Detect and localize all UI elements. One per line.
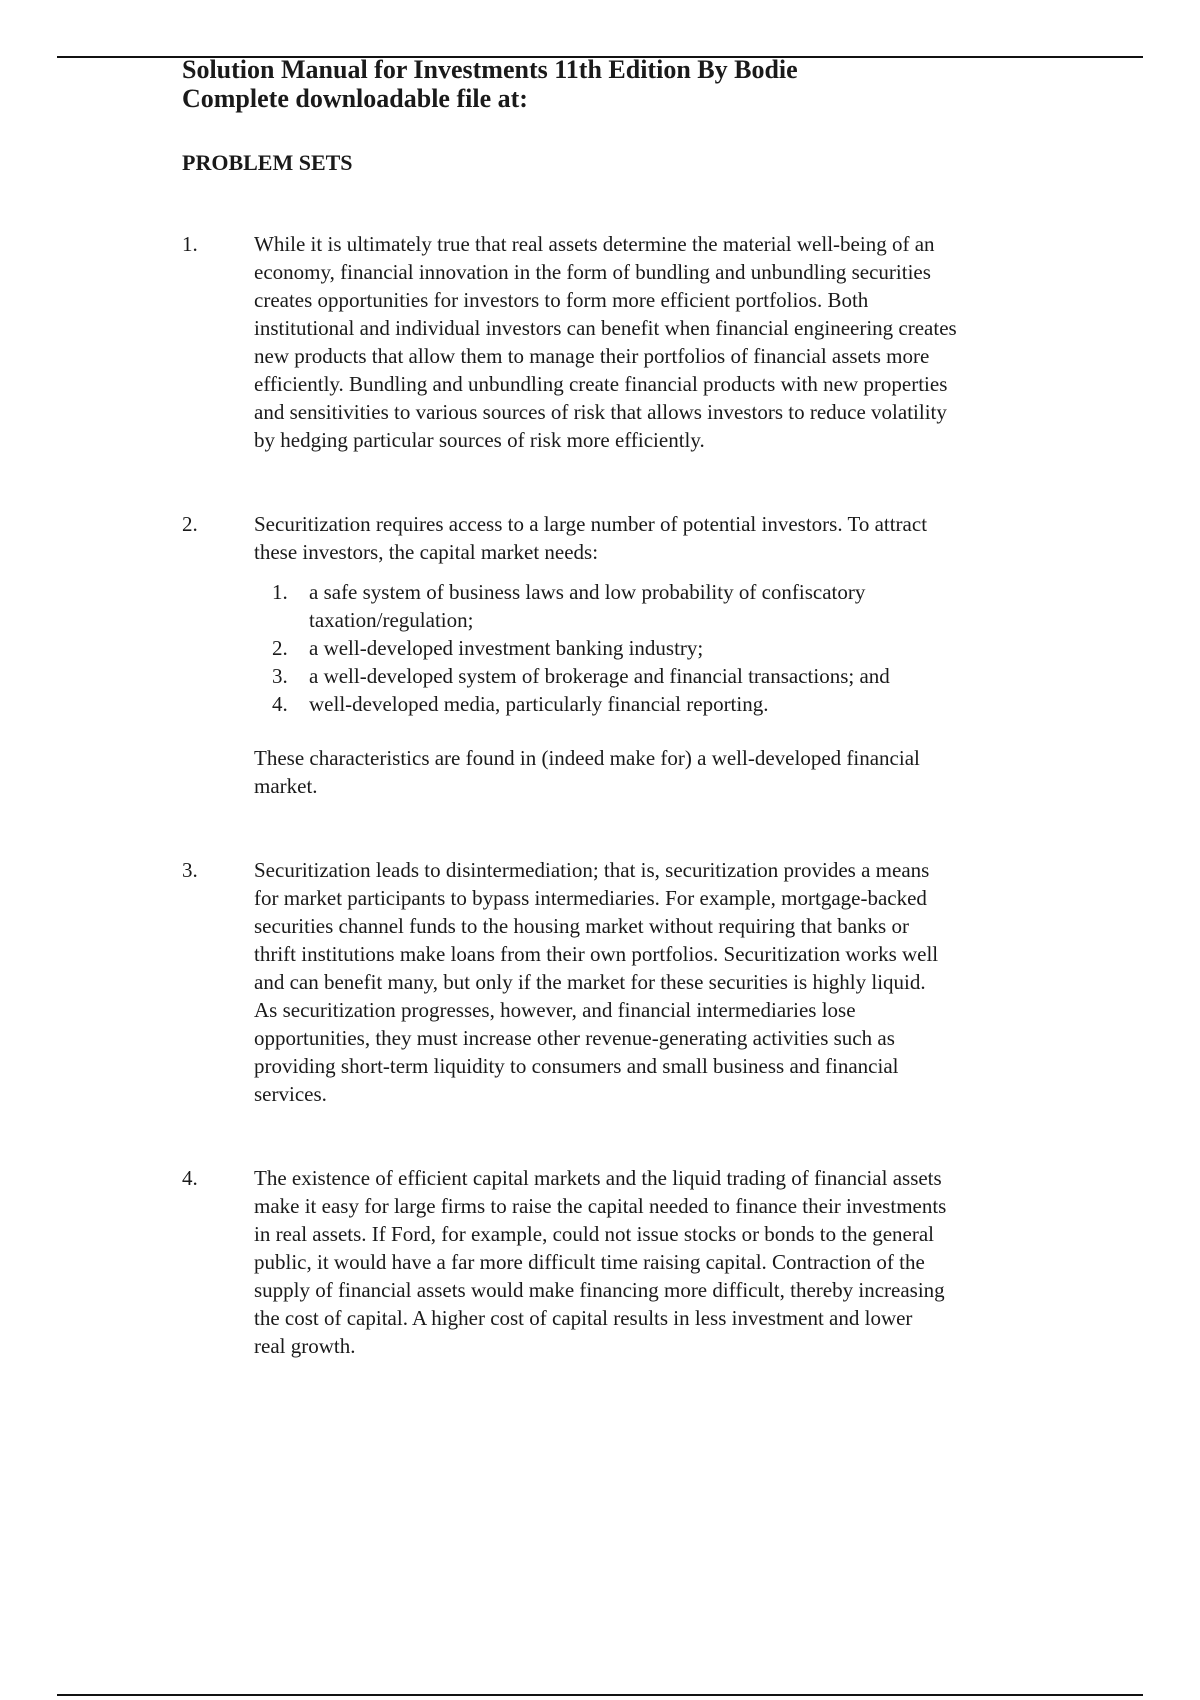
text-line: securities channel funds to the housing market without requiring that banks or — [254, 914, 909, 938]
problem-paragraph — [254, 856, 1200, 1108]
list-item-index: 4. — [272, 692, 288, 716]
text-line: providing short-term liquidity to consumers and small business and financial — [254, 1054, 899, 1078]
text-line: real growth. — [254, 1334, 356, 1358]
problem-number: 3. — [182, 858, 198, 882]
list-item — [254, 662, 1200, 690]
document-title-line-1: Solution Manual for Investments 11th Edition By Bodie — [182, 55, 798, 84]
list-item-index: 2. — [272, 636, 288, 660]
list-item — [254, 578, 1200, 634]
text-line: supply of financial assets would make financing more difficult, thereby increasing — [254, 1278, 945, 1302]
text-line: efficiently. Bundling and unbundling create financial products with new properties — [254, 372, 948, 396]
text-line: creates opportunities for investors to form more efficient portfolios. Both — [254, 288, 869, 312]
text-line: These characteristics are found in (indeed make for) a well-developed financial — [254, 746, 920, 770]
list-item — [254, 690, 1200, 718]
text-line: Securitization leads to disintermediation; that is, securitization provides a means — [254, 858, 930, 882]
problem-paragraph — [254, 230, 1200, 454]
list-item — [254, 634, 1200, 662]
text-line: public, it would have a far more difficult time raising capital. Contraction of the — [254, 1250, 925, 1274]
text-line: for market participants to bypass intermediaries. For example, mortgage-backed — [254, 886, 927, 910]
list-item-index: 3. — [272, 664, 288, 688]
document-title — [182, 55, 798, 113]
text-line: a safe system of business laws and low probability of confiscatory — [309, 580, 866, 604]
requirements-list — [254, 578, 1200, 718]
text-line: market. — [254, 774, 318, 798]
footer-rule — [57, 1694, 1143, 1696]
problem-number: 1. — [182, 232, 198, 256]
text-line: and sensitivities to various sources of risk that allows investors to reduce volatility — [254, 400, 947, 424]
text-line: thrift institutions make loans from their own portfolios. Securitization works well — [254, 942, 939, 966]
problem-body — [254, 856, 1200, 1108]
text-line: well-developed media, particularly financial reporting. — [309, 692, 769, 716]
text-line: Securitization requires access to a large number of potential investors. To attract — [254, 512, 928, 536]
text-line: and can benefit many, but only if the market for these securities is highly liquid. — [254, 970, 926, 994]
document-title-line-2: Complete downloadable file at: — [182, 84, 528, 113]
problem-body — [254, 510, 1200, 800]
problem-intro — [254, 510, 1200, 566]
text-line: in real assets. If Ford, for example, could not issue stocks or bonds to the general — [254, 1222, 935, 1246]
text-line: While it is ultimately true that real assets determine the material well-being of an — [254, 232, 935, 256]
text-line: economy, financial innovation in the form of bundling and unbundling securities — [254, 260, 931, 284]
problem-number: 2. — [182, 512, 198, 536]
text-line: by hedging particular sources of risk more efficiently. — [254, 428, 705, 452]
text-line: a well-developed investment banking industry; — [309, 636, 704, 660]
section-heading: PROBLEM SETS — [182, 150, 353, 175]
text-line: these investors, the capital market needs: — [254, 540, 599, 564]
text-line: make it easy for large firms to raise the capital needed to finance their investments — [254, 1194, 947, 1218]
list-item-index: 1. — [272, 580, 288, 604]
problem-body — [254, 230, 1200, 454]
problem-paragraph — [254, 1164, 1200, 1360]
text-line: institutional and individual investors can benefit when financial engineering creates — [254, 316, 957, 340]
text-line: The existence of efficient capital markets and the liquid trading of financial assets — [254, 1166, 942, 1190]
text-line: taxation/regulation; — [309, 608, 474, 632]
text-line: services. — [254, 1082, 327, 1106]
text-line: opportunities, they must increase other revenue-generating activities such as — [254, 1026, 895, 1050]
text-line: a well-developed system of brokerage and financial transactions; and — [309, 664, 890, 688]
problem-closing — [254, 744, 1200, 800]
problem-body — [254, 1164, 1200, 1360]
text-line: new products that allow them to manage their portfolios of financial assets more — [254, 344, 930, 368]
text-line: the cost of capital. A higher cost of capital results in less investment and lower — [254, 1306, 913, 1330]
problem-number: 4. — [182, 1166, 198, 1190]
text-line: As securitization progresses, however, and financial intermediaries lose — [254, 998, 856, 1022]
